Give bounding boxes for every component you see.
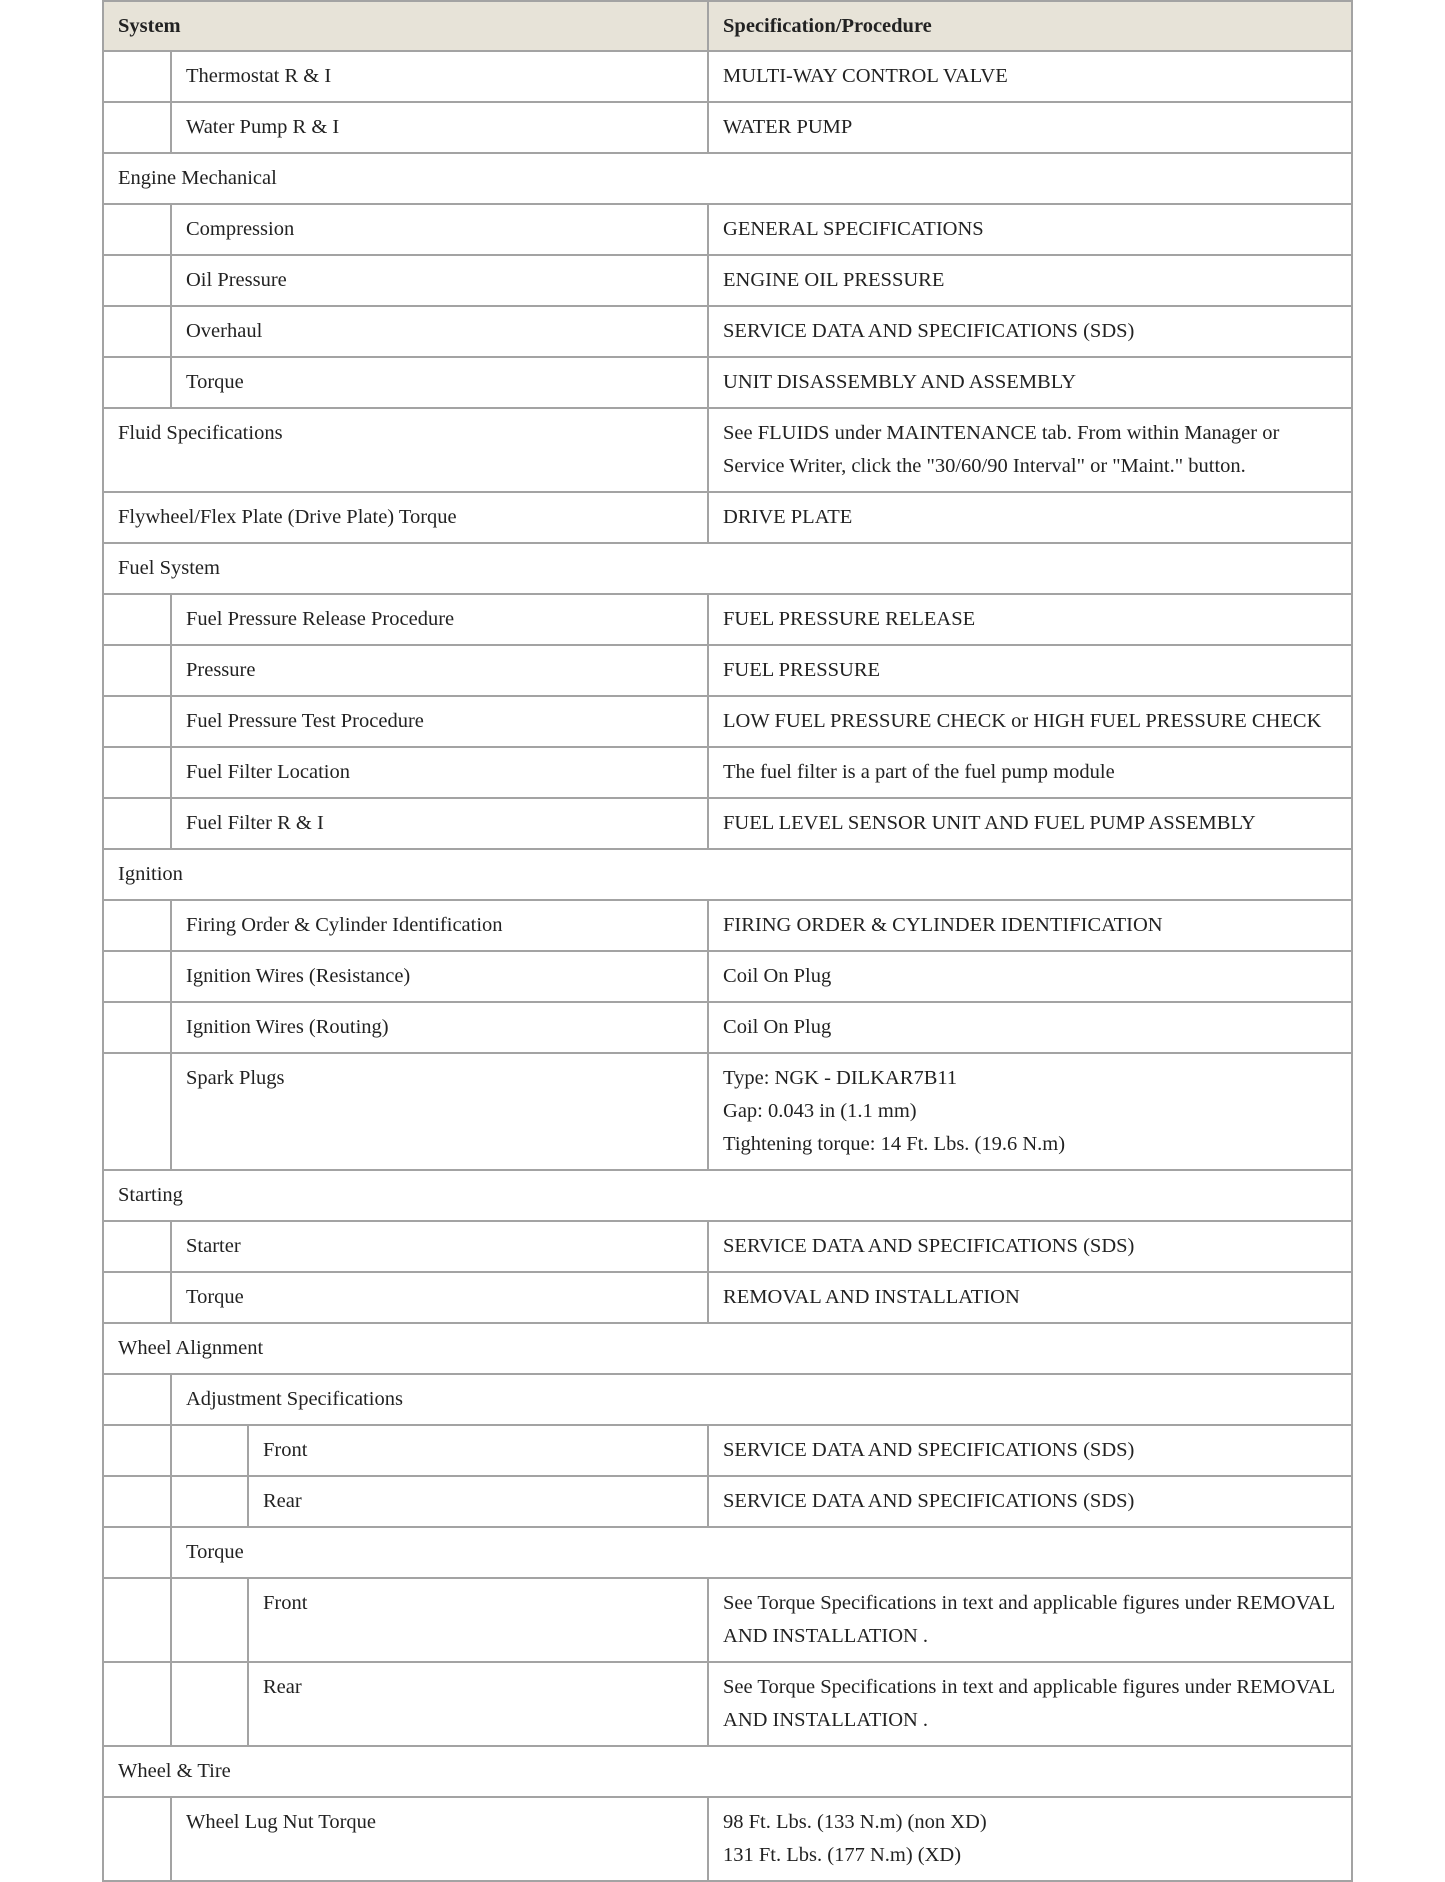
lug-nut-torque-xd: 131 Ft. Lbs. (177 N.m) (XD) (723, 1844, 962, 1866)
indent-cell (103, 102, 171, 153)
table-row (103, 204, 1352, 255)
section-row (103, 1170, 1352, 1221)
row-label: Flywheel/Flex Plate (Drive Plate) Torque (103, 492, 708, 543)
row-spec: FIRING ORDER & CYLINDER IDENTIFICATION (708, 900, 1352, 951)
section-label: Starting (103, 1170, 1352, 1221)
indent-cell (103, 900, 171, 951)
indent-cell (103, 1053, 171, 1170)
row-label: Oil Pressure (171, 255, 708, 306)
indent-cell (103, 1272, 171, 1323)
indent-cell (103, 306, 171, 357)
row-label: Fluid Specifications (103, 408, 708, 492)
header-specification: Specification/Procedure (708, 1, 1352, 51)
table-row (103, 102, 1352, 153)
row-spec (708, 1797, 1352, 1881)
indent-cell (103, 1797, 171, 1881)
row-label: Torque (171, 357, 708, 408)
row-label: Front (248, 1578, 708, 1662)
row-spec: SERVICE DATA AND SPECIFICATIONS (SDS) (708, 1425, 1352, 1476)
indent-cell (103, 1374, 171, 1425)
row-label: Spark Plugs (171, 1053, 708, 1170)
section-row (103, 849, 1352, 900)
row-spec: Coil On Plug (708, 1002, 1352, 1053)
row-spec: SERVICE DATA AND SPECIFICATIONS (SDS) (708, 306, 1352, 357)
indent-cell (171, 1662, 248, 1746)
table-row (103, 1053, 1352, 1170)
row-label: Water Pump R & I (171, 102, 708, 153)
indent-cell (103, 1425, 171, 1476)
indent-cell (103, 51, 171, 102)
spark-plug-torque: Tightening torque: 14 Ft. Lbs. (19.6 N.m) (723, 1133, 1066, 1155)
subsection-row (103, 1527, 1352, 1578)
row-label: Fuel Filter R & I (171, 798, 708, 849)
row-spec: DRIVE PLATE (708, 492, 1352, 543)
section-label: Engine Mechanical (103, 153, 1352, 204)
row-spec: Coil On Plug (708, 951, 1352, 1002)
section-row (103, 543, 1352, 594)
row-label: Fuel Pressure Release Procedure (171, 594, 708, 645)
table-row (103, 492, 1352, 543)
subsection-row (103, 1374, 1352, 1425)
row-label: Torque (171, 1272, 708, 1323)
row-spec: SERVICE DATA AND SPECIFICATIONS (SDS) (708, 1476, 1352, 1527)
row-spec: SERVICE DATA AND SPECIFICATIONS (SDS) (708, 1221, 1352, 1272)
section-label: Ignition (103, 849, 1352, 900)
indent-cell (103, 255, 171, 306)
indent-cell (103, 357, 171, 408)
table-header-row (103, 1, 1352, 51)
row-spec: The fuel filter is a part of the fuel pump module (708, 747, 1352, 798)
table-row (103, 408, 1352, 492)
indent-cell (103, 1476, 171, 1527)
section-row (103, 153, 1352, 204)
table-row (103, 645, 1352, 696)
row-label: Thermostat R & I (171, 51, 708, 102)
row-spec: See FLUIDS under MAINTENANCE tab. From within Manager or Service Writer, click the "30/60/90 Interval" or "Maint." button. (708, 408, 1352, 492)
table-row (103, 1425, 1352, 1476)
table-row (103, 1002, 1352, 1053)
indent-cell (103, 1578, 171, 1662)
row-label: Fuel Pressure Test Procedure (171, 696, 708, 747)
section-label: Wheel Alignment (103, 1323, 1352, 1374)
spark-plug-gap: Gap: 0.043 in (1.1 mm) (723, 1100, 917, 1122)
table-row (103, 306, 1352, 357)
lug-nut-torque-non-xd: 98 Ft. Lbs. (133 N.m) (non XD) (723, 1811, 987, 1833)
row-spec: See Torque Specifications in text and applicable figures under REMOVAL AND INSTALLATION . (708, 1662, 1352, 1746)
row-spec: LOW FUEL PRESSURE CHECK or HIGH FUEL PRESSURE CHECK (708, 696, 1352, 747)
row-spec: MULTI-WAY CONTROL VALVE (708, 51, 1352, 102)
indent-cell (171, 1476, 248, 1527)
table-row (103, 900, 1352, 951)
row-label: Starter (171, 1221, 708, 1272)
row-spec: FUEL LEVEL SENSOR UNIT AND FUEL PUMP ASSEMBLY (708, 798, 1352, 849)
indent-cell (103, 204, 171, 255)
row-label: Compression (171, 204, 708, 255)
section-label: Fuel System (103, 543, 1352, 594)
row-spec: UNIT DISASSEMBLY AND ASSEMBLY (708, 357, 1352, 408)
row-spec: ENGINE OIL PRESSURE (708, 255, 1352, 306)
table-row (103, 594, 1352, 645)
table-row (103, 1578, 1352, 1662)
table-row (103, 1662, 1352, 1746)
spark-plug-type: Type: NGK - DILKAR7B11 (723, 1067, 958, 1089)
table-row (103, 1797, 1352, 1881)
row-spec: See Torque Specifications in text and applicable figures under REMOVAL AND INSTALLATION . (708, 1578, 1352, 1662)
row-spec: FUEL PRESSURE (708, 645, 1352, 696)
table-row (103, 798, 1352, 849)
row-label: Ignition Wires (Routing) (171, 1002, 708, 1053)
subsection-label: Torque (171, 1527, 1352, 1578)
table-row (103, 951, 1352, 1002)
indent-cell (103, 798, 171, 849)
subsection-label: Adjustment Specifications (171, 1374, 1352, 1425)
row-label: Rear (248, 1476, 708, 1527)
section-row (103, 1746, 1352, 1797)
table-row (103, 1221, 1352, 1272)
table-row (103, 357, 1352, 408)
table-row (103, 696, 1352, 747)
row-label: Pressure (171, 645, 708, 696)
section-label: Wheel & Tire (103, 1746, 1352, 1797)
row-spec: FUEL PRESSURE RELEASE (708, 594, 1352, 645)
indent-cell (171, 1425, 248, 1476)
row-spec: GENERAL SPECIFICATIONS (708, 204, 1352, 255)
indent-cell (103, 594, 171, 645)
row-spec (708, 1053, 1352, 1170)
row-label: Overhaul (171, 306, 708, 357)
indent-cell (103, 951, 171, 1002)
indent-cell (103, 1527, 171, 1578)
table-row (103, 1476, 1352, 1527)
row-label: Firing Order & Cylinder Identification (171, 900, 708, 951)
row-label: Ignition Wires (Resistance) (171, 951, 708, 1002)
row-spec: WATER PUMP (708, 102, 1352, 153)
row-label: Wheel Lug Nut Torque (171, 1797, 708, 1881)
row-spec: REMOVAL AND INSTALLATION (708, 1272, 1352, 1323)
row-label: Rear (248, 1662, 708, 1746)
indent-cell (103, 645, 171, 696)
indent-cell (103, 747, 171, 798)
row-label: Front (248, 1425, 708, 1476)
indent-cell (103, 1662, 171, 1746)
indent-cell (103, 1002, 171, 1053)
table-row (103, 1272, 1352, 1323)
row-label: Fuel Filter Location (171, 747, 708, 798)
table-row (103, 747, 1352, 798)
table-row (103, 255, 1352, 306)
specifications-table (102, 0, 1353, 1882)
indent-cell (103, 696, 171, 747)
table-row (103, 51, 1352, 102)
header-system: System (103, 1, 708, 51)
section-row (103, 1323, 1352, 1374)
indent-cell (171, 1578, 248, 1662)
indent-cell (103, 1221, 171, 1272)
